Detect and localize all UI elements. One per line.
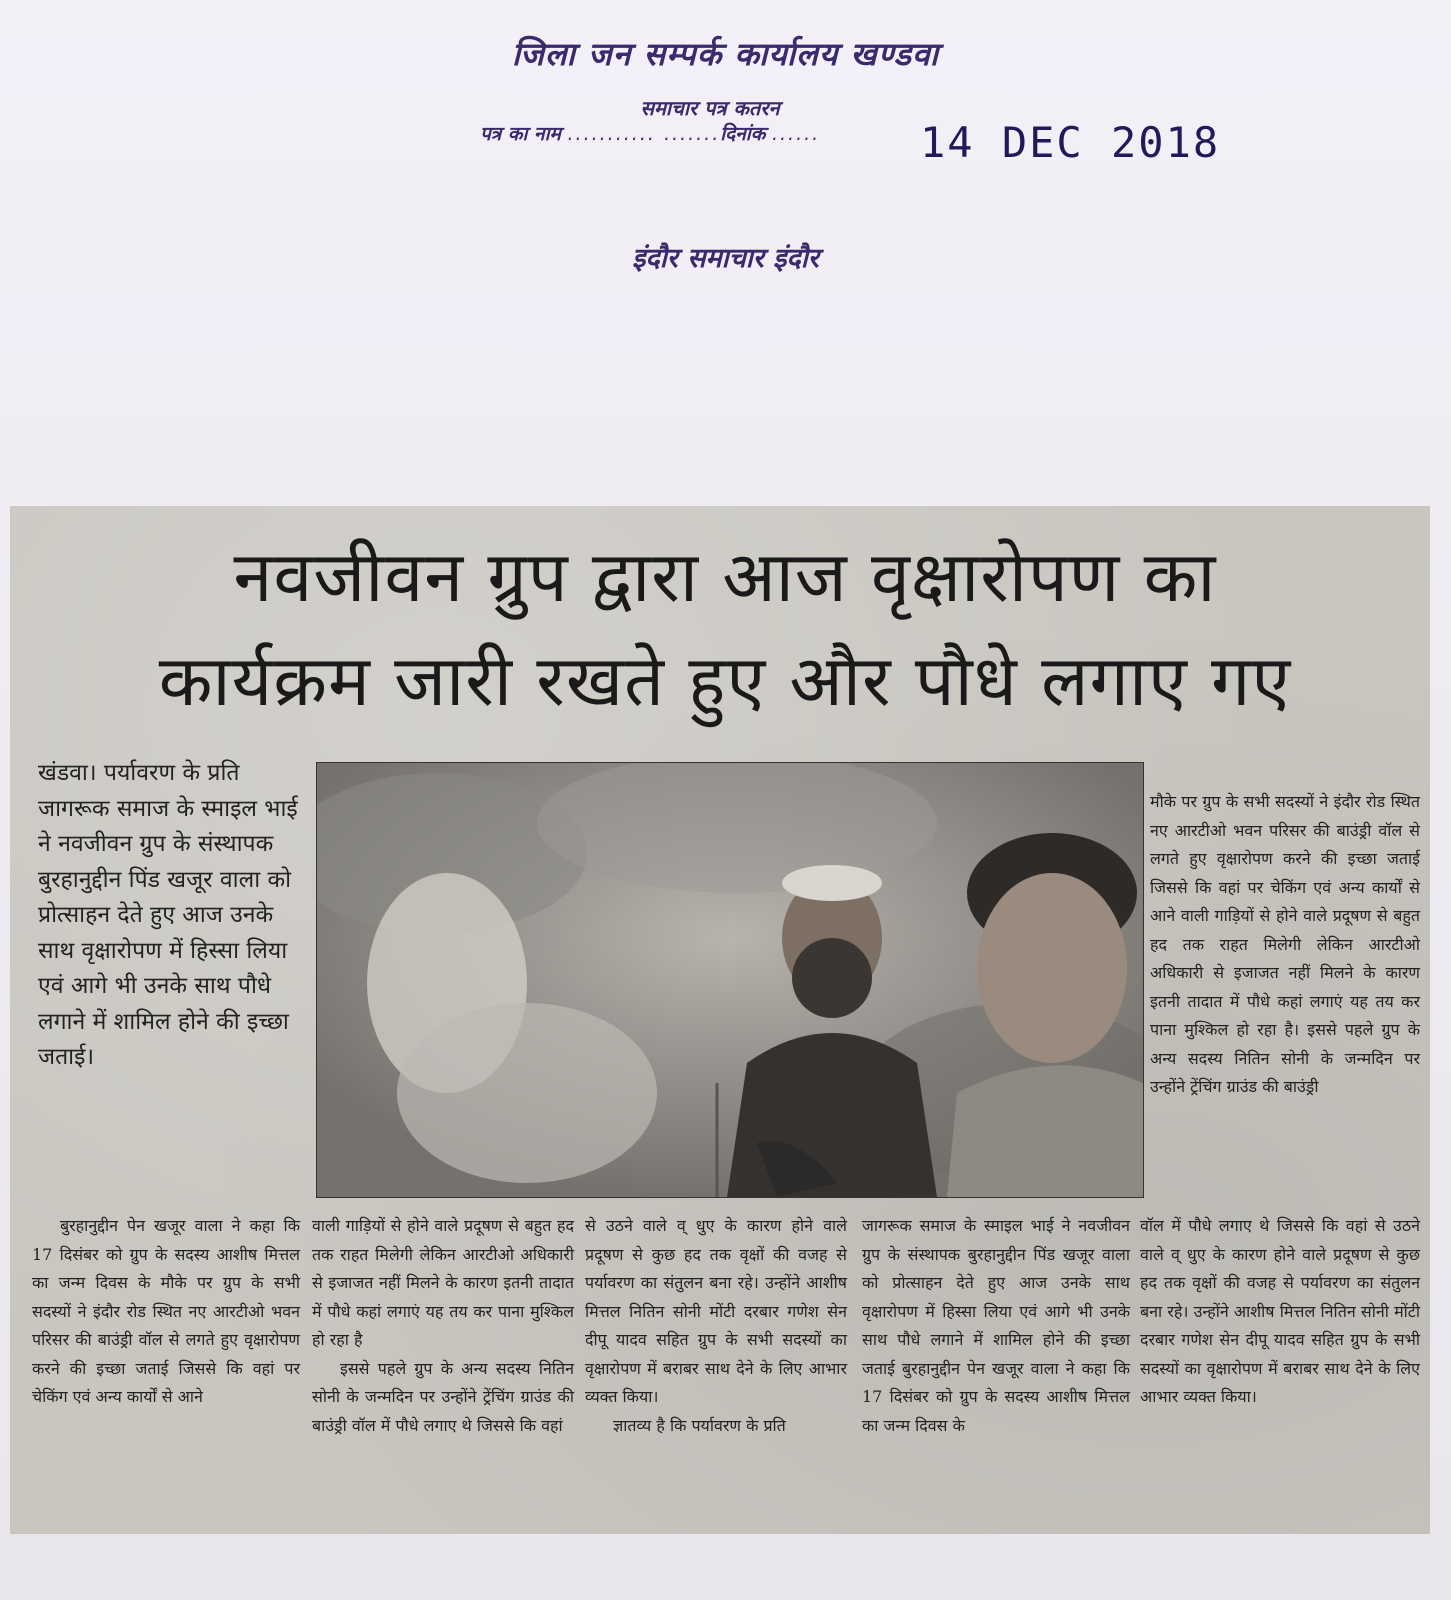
date-dots: ...... [771,123,821,145]
headline-line-2: कार्यक्रम जारी रखते हुए और पौधे लगाए गए [158,640,1292,722]
column-2-text-a: वाली गाड़ियों से होने वाले प्रदूषण से बहुत हद तक राहत मिलेगी लेकिन आरटीओ अधिकारी से इजाजत नहीं मिलने के कारण इतनी तादात में पौधे कहां लगाएं यह तय कर पाना मुश्किल हो रहा है [312,1216,574,1349]
newspaper-clipping [10,506,1430,1534]
column-1-text: बुरहानुद्दीन पेन खजूर वाला ने कहा कि 17 दिसंबर को ग्रुप के सदस्य आशीष मित्तल का जन्म दिवस के मौके पर ग्रुप के सभी सदस्यों ने इंदौर रोड स्थित नए आरटीओ भवन परिसर की बाउंड्री वॉल से लगते हुए वृक्षारोपण करने की इच्छा जताई जिससे कि वहां पर चेकिंग एवं अन्य कार्यों से आने [32,1216,300,1406]
column-3-text-a: से उठने वाले व् धुए के कारण होने वाले प्रदूषण से कुछ हद तक वृक्षों की वजह से पर्यावरण का संतुलन बना रहे। उन्होंने आशीष मित्तल नितिन सोनी मोंटी दरबार गणेश सेन दीपू यादव सहित ग्रुप के सभी सदस्यों का वृक्षारोपण में बराबर साथ देने के लिए आभार व्यक्त किया। [585,1216,847,1406]
date-stamp: 14 DEC 2018 [920,118,1221,167]
column-3 [585,1212,847,1440]
newspaper-name-stamp: इंदौर समाचार इंदौर [632,243,819,274]
paper-name-label: पत्र का नाम [480,123,561,145]
column-5-text: वॉल में पौधे लगाए थे जिससे कि वहां से उठने वाले व् धुए के कारण होने वाले प्रदूषण से कुछ हद तक वृक्षों की वजह से पर्यावरण का संतुलन बना रहे। उन्होंने आशीष मित्तल नितिन सोनी मोंटी दरबार गणेश सेन दीपू यादव सहित ग्रुप के सभी सदस्यों का वृक्षारोपण में बराबर साथ देने के लिए आभार व्यक्त किया। [1140,1216,1420,1406]
stamp-paper-date-row [480,120,820,146]
article-photo [316,762,1144,1198]
paper-name-dots: ........... ....... [567,123,721,145]
column-4-text: जागरूक समाज के स्माइल भाई ने नवजीवन ग्रुप के संस्थापक बुरहानुद्दीन पिंड खजूर वाला को प्रोत्साहन देते हुए आज उनके साथ वृक्षारोपण में हिस्सा लिया एवं आगे भी उनके साथ पौधे लगाने में शामिल होने की इच्छा जताई बुरहानुद्दीन पेन खजूर वाला ने कहा कि 17 दिसंबर को ग्रुप के सदस्य आशीष मित्तल का जन्म दिवस के [862,1216,1130,1435]
clipping-label: समाचार पत्र कतरन [640,96,780,120]
office-stamp-title: जिला जन सम्पर्क कार्यालय खण्डवा [511,35,940,73]
right-column-top: मौके पर ग्रुप के सभी सदस्यों ने इंदौर रोड स्थित नए आरटीओ भवन परिसर की बाउंड्री वॉल से लगते हुए वृक्षारोपण करने की इच्छा जताई जिससे कि वहां पर चेकिंग एवं अन्य कार्यों से आने वाली गाड़ियों से होने वाले प्रदूषण से बहुत हद तक राहत मिलेगी लेकिन आरटीओ अधिकारी से इजाजत नहीं मिलने के कारण इतनी तादात में पौधे कहां लगाएं यह तय कर पाना मुश्किल हो रहा है। इससे पहले ग्रुप के अन्य सदस्य नितिन सोनी के जन्मदिन पर उन्होंने ट्रेंचिंग ग्राउंड की बाउंड्री [1150,792,1420,1096]
headline-line-1: नवजीवन ग्रुप द्वारा आज वृक्षारोपण का [233,536,1217,618]
article-intro: खंडवा। पर्यावरण के प्रति जागरूक समाज के स्माइल भाई ने नवजीवन ग्रुप के संस्थापक बुरहानुद्दीन पिंड खजूर वाला को प्रोत्साहन देते हुए आज उनके साथ वृक्षारोपण में हिस्सा लिया एवं आगे भी उनके साथ पौधे लगाने में शामिल होने की इच्छा जताई। [38,760,298,1070]
column-3-text-b: ज्ञातव्य है कि पर्यावरण के प्रति [613,1415,786,1435]
column-4 [862,1212,1130,1440]
column-2 [312,1212,574,1440]
column-2-text-b: इससे पहले ग्रुप के अन्य सदस्य नितिन सोनी के जन्मदिन पर उन्होंने ट्रेंचिंग ग्राउंड की बाउंड्री वॉल में पौधे लगाए थे जिससे कि वहां [312,1358,574,1435]
date-label: दिनांक [720,123,766,145]
photo-illustration [317,763,1143,1197]
column-5 [1140,1212,1420,1412]
column-1 [32,1212,300,1412]
